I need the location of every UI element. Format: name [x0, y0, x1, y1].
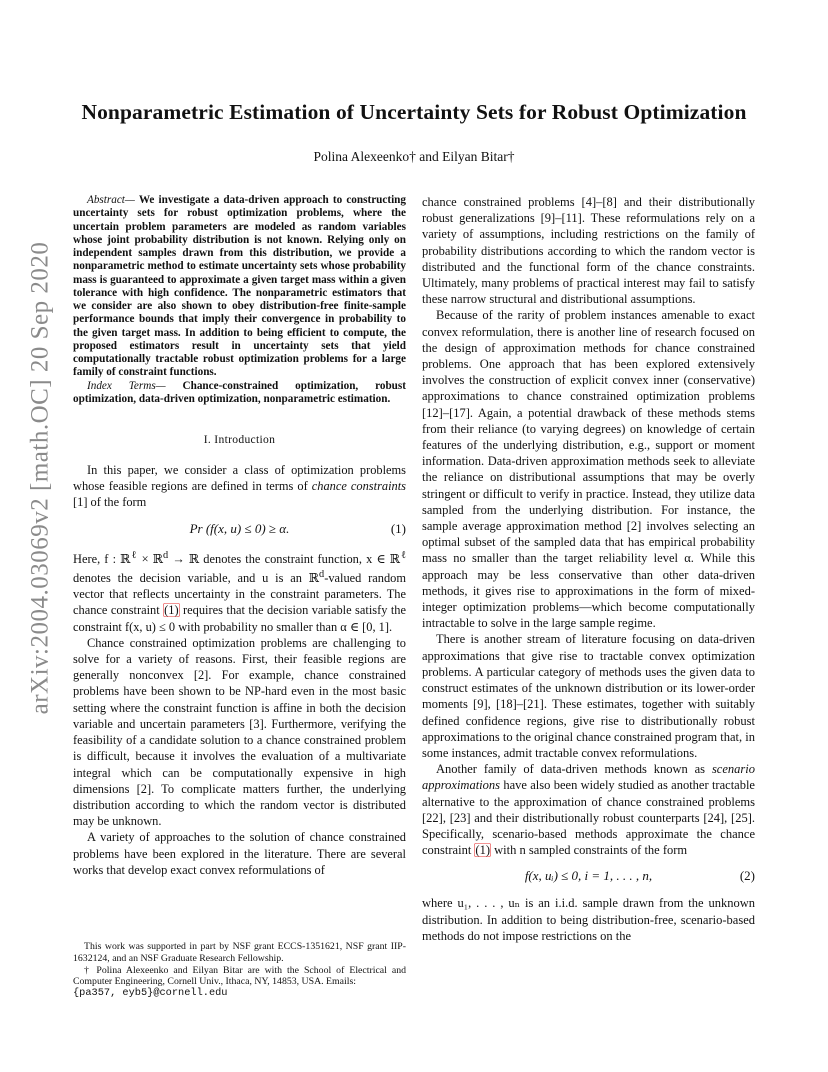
intro-p2-text-c: → ℝ denotes the constraint function, x ∈ ℝ — [168, 551, 401, 566]
superscript-d: d — [163, 549, 169, 561]
equation-1 — [73, 515, 406, 545]
right-p4-text-b: have also been widely studied as another tractable alternative to the approximation of chance constrained problems [22], [23] and their distributionally robust counterparts [24], [25]. Specifically, scenario-based methods approximate the chance constraint — [422, 778, 755, 858]
intro-paragraph-3: Chance constrained optimization problems are challenging to solve for a variety of reasons. First, their feasible regions are generally nonconvex [2]. For example, chance constrained problems have been shown to be NP-hard even in the most basic setting where the constraint function is affine in both the decision variable and uncertain parameters [3]. Furthermore, verifying the feasibility of a candidate solution to a chance constrained problem is difficult, because it involves the evaluation of a multivariate integral which can be computationally expensive in high dimensions [2]. To complicate matters further, the underlying distribution according to which the random vector is distributed may be unknown. — [73, 635, 406, 829]
right-p4-text-c: with n sampled constraints of the form — [491, 843, 688, 858]
paper-title: Nonparametric Estimation of Uncertainty Sets for Robust Optimization — [81, 100, 747, 124]
arxiv-stamp-text: arXiv:2004.03069v2 [math.OC] 20 Sep 2020 — [26, 241, 54, 715]
funding-footnote: This work was supported in part by NSF grant ECCS-1351621, NSF grant IIP-1632124, and an NSF Graduate Research Fellowship. — [73, 941, 406, 964]
right-p4-text: Another family of data-driven methods known as — [436, 762, 712, 777]
intro-p1-text-end: [1] of the form — [73, 495, 147, 510]
equation-1-number: (1) — [390, 520, 406, 536]
right-paragraph-1: chance constrained problems [4]–[8] and their distributionally robust generalizations [9]–[11]. These reformulations rely on a variety of assumptions, including restrictions on the family of probability distributions according to which the random vector is distributed and the functional form of the chance constraints. Ultimately, many problems of practical interest may fail to satisfy these narrow structural and distributional assumptions. — [422, 195, 755, 307]
intro-paragraph-2 — [73, 548, 406, 635]
footnotes — [73, 941, 406, 1000]
author-emails[interactable]: {pa357, eyb5}@cornell.edu — [73, 987, 228, 1000]
index-terms-lead: Index Terms— — [87, 379, 166, 392]
equation-2-body: f(x, uᵢ) ≤ 0, i = 1, . . . , n, — [524, 868, 653, 884]
index-terms — [73, 380, 406, 407]
right-paragraph-3: There is another stream of literature focusing on data-driven approximations that give rise to tractable convex optimization problems. A particular category of methods uses the given data to construct estimates of the unknown distribution or its lower-order moments [9], [18]–[21]. These estimates, together with suitably defined confidence regions, give rise to distributionally robust approximations to the original chance constrained program that, in some instances, admit tractable convex reformulations. — [422, 632, 755, 760]
intro-paragraph-4: A variety of approaches to the solution of chance constrained problems have been explored in the literature. There are several works that develop exact convex reformulations of — [73, 830, 406, 877]
superscript-ell-2: ℓ — [400, 549, 407, 561]
equation-1-reference-link[interactable]: (1) — [164, 603, 179, 618]
intro-paragraph-1 — [73, 462, 406, 511]
right-p4-emphasis: scenario approximations — [422, 762, 755, 793]
intro-p2-text-b: × ℝ — [137, 551, 164, 566]
right-paragraph-4 — [422, 761, 755, 858]
abstract-text: We investigate a data-driven approach to constructing uncertainty sets for robust optimization problems, where the uncertain problem parameters are modeled as random variables whose joint probability distribution is not known. Relying only on independent samples drawn from this distribution, we provide a nonparametric method to estimate uncertainty sets whose probability mass is guaranteed to approximate a given target mass within a given tolerance with high confidence. The nonparametric estimators that we consider are also shown to obey distribution-free finite-sample performance bounds that imply their convergence in probability to the given target mass. In addition to being efficient to compute, the proposed estimators result in uncertainty sets that yield computationally tractable robust optimization problems for a large family of constraint functions. — [73, 194, 406, 379]
intro-p1-text: In this paper, we consider a class of optimization problems whose feasible regions are defined in terms of — [73, 463, 406, 494]
right-paragraph-5: where u₁, . . . , uₙ is an i.i.d. sample drawn from the unknown distribution. In addition to being distribution-free, scenario-based methods do not impose restrictions on the — [422, 896, 755, 943]
intro-p2-text: Here, f : ℝ — [73, 551, 131, 566]
superscript-ell: ℓ — [130, 549, 138, 561]
abstract-lead: Abstract— — [87, 194, 135, 206]
right-paragraph-2: Because of the rarity of problem instances amenable to exact convex reformulation, there is another line of research focused on the design of approximation methods for chance constrained problems. One approach that has been explored extensively involves the construction of explicit convex inner (conservative) approximations to chance constrained optimization problems [12]–[17]. Again, a potential drawback of these methods stems from their reliance (to varying degrees) on knowledge of certain features of the underlying distribution, e.g., support or moment information. Data-driven approximation methods seek to alleviate the reliance on distributional assumptions that may be overly stringent or difficult to verify in practice. Instead, they utilize data sampled from the underlying distribution. For instance, the sample average approximation method [2] involves selecting an optimal subset of the sampled data that has empirical probability mass no smaller than the target reliability level α. While this approach may be less conservative than other data-driven methods, it gives rise to approximations in the form of mixed-integer optimization problems—which become computationally intractable to solve in the large sample regime. — [422, 308, 755, 631]
intro-p1-emphasis: chance constraints — [311, 479, 406, 494]
right-column — [422, 194, 755, 944]
equation-2 — [422, 862, 755, 892]
intro-p2-text-e: -valued random vector that reflects uncertainty in the constraint parameters. The chance constraint — [73, 571, 406, 618]
intro-p2-text-f: requires that the decision variable satisfy the constraint f(x, u) ≤ 0 with probability no smaller than α ∈ [0, 1]. — [73, 603, 406, 634]
intro-p2-text-d: denotes the decision variable, and u is an ℝ — [73, 571, 320, 586]
superscript-d-2: d — [319, 568, 325, 580]
index-terms-text: Chance-constrained optimization, robust optimization, data-driven optimization, nonparametric estimation. — [73, 379, 406, 405]
author-line: Polina Alexeenko† and Eilyan Bitar† — [313, 149, 515, 164]
affiliation-footnote: † Polina Alexeenko and Eilyan Bitar are with the School of Electrical and Computer Engineering, Cornell Univ., Ithaca, NY, 14853, USA. Emails: — [73, 964, 406, 988]
equation-2-number: (2) — [739, 868, 755, 884]
arxiv-identifier-stamp — [24, 241, 56, 715]
abstract — [73, 194, 406, 380]
equation-1-reference-link-2[interactable]: (1) — [475, 843, 490, 858]
left-column — [73, 194, 406, 878]
section-heading-introduction: I. Introduction — [203, 433, 276, 446]
equation-1-body: Pr (f(x, u) ≤ 0) ≥ α. — [189, 520, 290, 536]
